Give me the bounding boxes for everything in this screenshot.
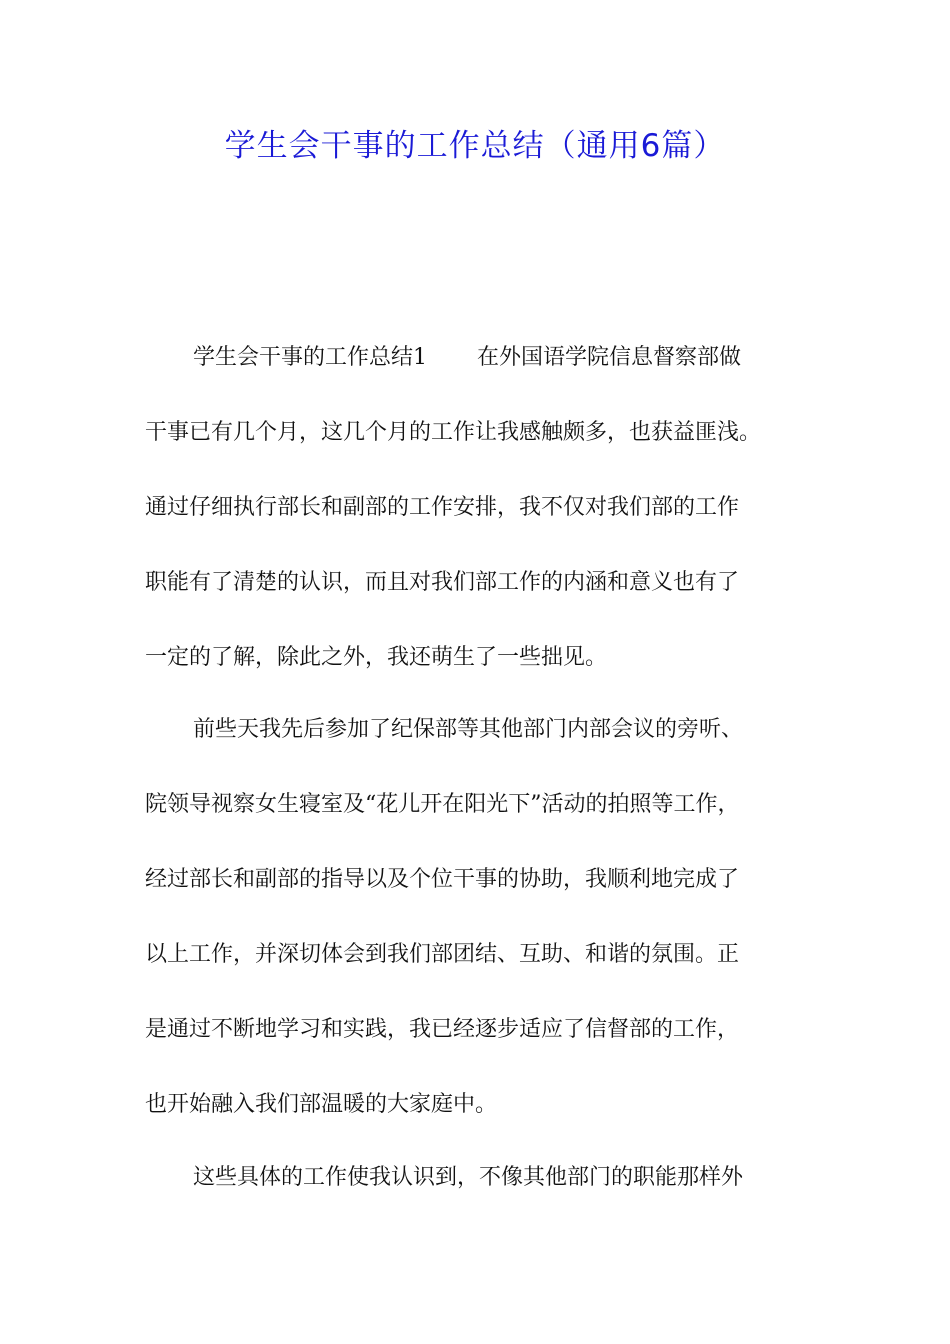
- paragraph-line: 一定的了解，除此之外，我还萌生了一些拙见。: [145, 645, 608, 670]
- paragraph-line: 是通过不断地学习和实践，我已经逐步适应了信督部的工作，: [145, 1017, 740, 1042]
- paragraph-line: [193, 343, 741, 373]
- paragraph-line: 这些具体的工作使我认识到，不像其他部门的职能那样外: [193, 1165, 744, 1190]
- paragraph-line: 干事已有几个月，这几个月的工作让我感触颇多，也获益匪浅。: [145, 420, 762, 445]
- paragraph-line: 职能有了清楚的认识，而且对我们部工作的内涵和意义也有了: [145, 570, 740, 595]
- paragraph-line: 也开始融入我们部温暖的大家庭中。: [145, 1092, 498, 1117]
- section-heading: 学生会干事的工作总结1: [193, 345, 427, 370]
- paragraph-line: 经过部长和副部的指导以及个位干事的协助，我顺利地完成了: [145, 867, 740, 892]
- document-title: 学生会干事的工作总结（通用6篇）: [224, 128, 726, 164]
- paragraph-text: 在外国语学院信息督察部做: [477, 345, 742, 370]
- paragraph-line: 前些天我先后参加了纪保部等其他部门内部会议的旁听、: [193, 717, 744, 742]
- paragraph-line: 以上工作，并深切体会到我们部团结、互助、和谐的氛围。正: [145, 942, 740, 967]
- paragraph-line: 通过仔细执行部长和副部的工作安排，我不仅对我们部的工作: [145, 495, 740, 520]
- paragraph-line: 院领导视察女生寝室及“花儿开在阳光下”活动的拍照等工作，: [145, 792, 740, 817]
